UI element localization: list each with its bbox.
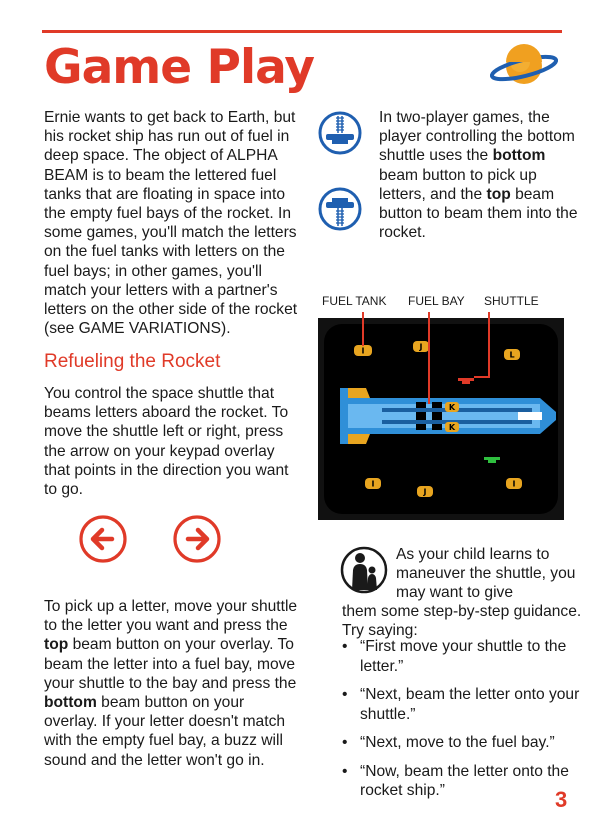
- fuel-tank-6: [506, 478, 522, 489]
- shuttle-label: SHUTTLE: [484, 294, 539, 308]
- right-arrow-icon: [172, 514, 222, 564]
- top-beam-button-icon: [317, 184, 363, 234]
- refueling-paragraph: You control the space shuttle that beams letters aboard the rocket. To move the shuttle left or right, press the arrow on your keypad overlay that points in the direction you want to go.: [44, 385, 289, 499]
- fuel-tank-4: [365, 478, 381, 489]
- parent-child-icon: [340, 546, 388, 594]
- bullet-symbol: •: [342, 638, 348, 655]
- parent-tip-intro: As your child learns to maneuver the shuttle, you may want to give: [396, 546, 576, 602]
- fuel-bay-letter-2: [445, 422, 459, 432]
- parent-tip-prompt: them some step-by-step guidance. Try saying:: [342, 603, 582, 640]
- fuel-bay-label: FUEL BAY: [408, 294, 465, 308]
- fuel-tank-1: [354, 345, 372, 356]
- svg-text:J: J: [419, 342, 423, 352]
- svg-text:J: J: [423, 487, 427, 497]
- bullet-symbol: •: [342, 762, 348, 780]
- intro-paragraph: Ernie wants to get back to Earth, but his rocket ship has run out of fuel in deep space. The object of ALPHA BEAM is to beam the lettered fuel tanks that are floating in space into the empty fuel bays of the rocket. In some games, you'll match the letters on the fuel tanks with letters on the fuel bays; in other games, you'll match your letters with a partner's letters on the other side of the rocket (see GAME VARIATIONS).: [44, 109, 298, 338]
- svg-text:L: L: [509, 350, 515, 360]
- fuel-tank-3: [504, 349, 520, 360]
- guidance-list: [342, 637, 587, 810]
- fuel-tank-label: FUEL TANK: [322, 294, 387, 308]
- page-title: Game Play: [44, 40, 314, 95]
- fuel-tank-leader: [362, 312, 364, 346]
- game-screenshot: [318, 318, 564, 520]
- svg-text:I: I: [371, 479, 375, 489]
- page-number: 3: [555, 787, 568, 812]
- pickup-paragraph: To pick up a letter, move your shuttle to the letter you want and press the top beam button on your overlay. To beam the letter into a fuel bay, move your shuttle to the bay and press the bottom beam button on your overlay. If your letter doesn't match with the empty fuel bay, a buzz will sound and the letter won't go in.: [44, 598, 298, 769]
- fuel-bay-leader: [428, 312, 430, 404]
- fuel-bay-letter-1: [445, 402, 459, 412]
- fuel-tank-5: [417, 486, 433, 497]
- fuel-tank-2: [413, 341, 429, 352]
- svg-text:K: K: [448, 423, 456, 432]
- svg-text:I: I: [361, 346, 365, 356]
- top-rule: [42, 30, 562, 33]
- list-item: • “Next, beam the letter onto your shuttle.”: [342, 686, 580, 723]
- left-arrow-icon: [78, 514, 128, 564]
- bullet-symbol: •: [342, 734, 348, 751]
- list-item: • “Next, move to the fuel bay.”: [342, 734, 555, 751]
- svg-text:K: K: [448, 403, 456, 412]
- shuttle-leader-horizontal: [474, 376, 490, 378]
- two-player-paragraph: In two-player games, the player controlling the bottom shuttle uses the bottom beam button to pick up letters, and the top beam button to beam them into the rocket.: [379, 109, 578, 242]
- list-item: • “First move your shuttle to the letter.”: [342, 638, 567, 675]
- svg-text:I: I: [512, 479, 516, 489]
- planet-icon: [490, 44, 558, 88]
- shuttle-leader-vertical: [488, 312, 490, 378]
- bottom-beam-button-icon: [317, 108, 363, 158]
- refueling-heading: Refueling the Rocket: [44, 351, 221, 372]
- bullet-symbol: •: [342, 686, 348, 703]
- list-item: • “Now, beam the letter onto the rocket ship.”: [342, 762, 569, 799]
